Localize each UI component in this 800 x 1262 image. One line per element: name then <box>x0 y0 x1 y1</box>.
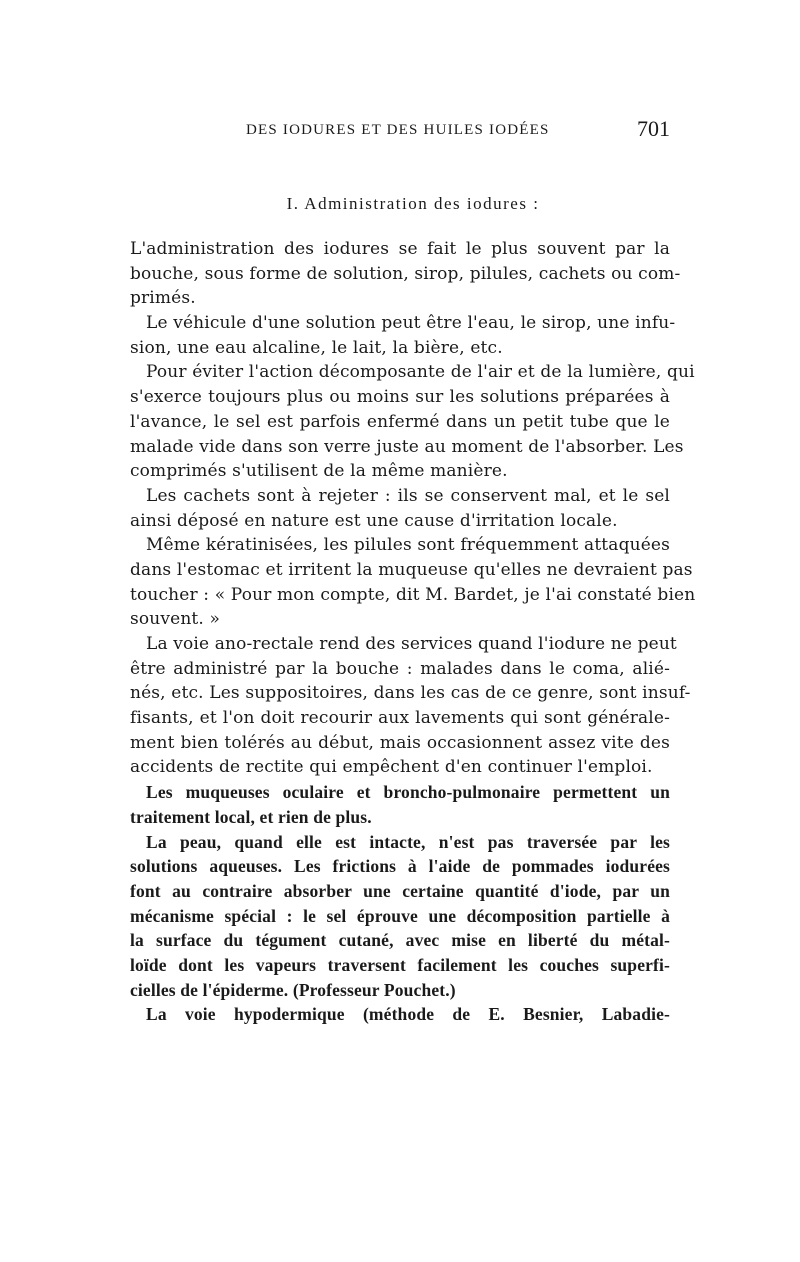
text-line: primés. <box>130 288 196 309</box>
text-line: La voie hypodermique (méthode de E. Besnier, Labadie- <box>146 1004 670 1025</box>
text-line: dans l'estomac et irritent la muqueuse qu'elles ne devraient pas <box>130 559 693 580</box>
body-text <box>130 237 696 1027</box>
text-line: s'exerce toujours plus ou moins sur les solutions préparées à <box>130 387 670 408</box>
text-line: Même kératinisées, les pilules sont fréquemment attaquées <box>146 535 670 556</box>
text-line: ment bien tolérés au début, mais occasionnent assez vite des <box>130 732 670 753</box>
text-line: malade vide dans son verre juste au moment de l'absorber. Les <box>130 436 684 457</box>
text-line: fisants, et l'on doit recourir aux lavements qui sont générale- <box>130 708 670 729</box>
text-line: accidents de rectite qui empêchent d'en continuer l'emploi. <box>130 757 653 778</box>
text-line: La voie ano-rectale rend des services quand l'iodure ne peut <box>146 634 677 654</box>
section-heading: I. Administration des iodures : <box>286 194 540 213</box>
text-line: Les muqueuses oculaire et broncho-pulmonaire permettent un <box>146 782 670 803</box>
text-line: ainsi déposé en nature est une cause d'irritation locale. <box>130 510 618 531</box>
text-line: toucher : « Pour mon compte, dit M. Bardet, je l'ai constaté bien <box>130 584 696 605</box>
running-title: DES IODURES ET DES HUILES IODÉES <box>246 122 550 138</box>
text-line: souvent. » <box>130 609 221 630</box>
text-line: Pour éviter l'action décomposante de l'air et de la lumière, qui <box>146 362 695 383</box>
text-line: l'avance, le sel est parfois enfermé dans un petit tube que le <box>130 411 670 432</box>
text-line: bouche, sous forme de solution, sirop, pilules, cachets ou com- <box>130 263 681 284</box>
text-line: cielles de l'épiderme. (Professeur Pouchet.) <box>130 979 456 1000</box>
text-line: comprimés s'utilisent de la même manière. <box>130 461 508 482</box>
text-line: font au contraire absorber une certaine quantité d'iode, par un <box>130 880 670 901</box>
text-line: solutions aqueuses. Les frictions à l'aide de pommades iodurées <box>130 856 670 877</box>
text-line: Le véhicule d'une solution peut être l'eau, le sirop, une infu- <box>146 313 676 334</box>
text-line: loïde dont les vapeurs traversent facilement les couches superfi- <box>130 954 670 975</box>
text-line: L'administration des iodures se fait le plus souvent par la <box>130 239 670 259</box>
text-line: être administré par la bouche : malades dans le coma, alié- <box>130 658 670 679</box>
running-head <box>130 116 670 144</box>
text-line: traitement local, et rien de plus. <box>130 806 372 827</box>
page-number: 701 <box>637 116 670 141</box>
text-line: la surface du tégument cutané, avec mise en liberté du métal- <box>130 930 670 951</box>
text-line: Les cachets sont à rejeter : ils se conservent mal, et le sel <box>146 485 670 506</box>
text-line: nés, etc. Les suppositoires, dans les cas de ce genre, sont insuf- <box>130 683 691 704</box>
text-line: mécanisme spécial : le sel éprouve une décomposition partielle à <box>130 905 670 926</box>
text-line: sion, une eau alcaline, le lait, la bière, etc. <box>130 337 503 358</box>
text-line: La peau, quand elle est intacte, n'est pas traversée par les <box>146 831 670 852</box>
